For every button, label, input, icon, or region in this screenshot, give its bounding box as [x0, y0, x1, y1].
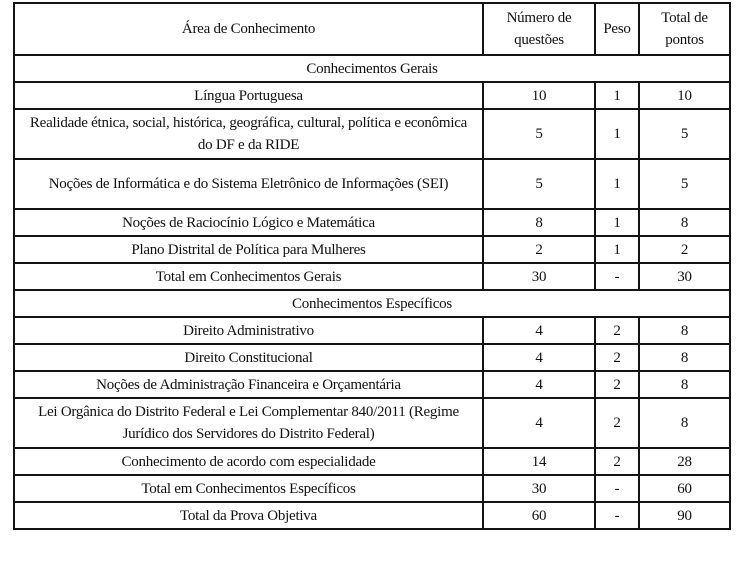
subtotal-row-especificos — [14, 475, 730, 502]
total-cell: 5 — [639, 159, 730, 209]
table-row — [14, 344, 730, 371]
questoes-cell: 2 — [483, 236, 595, 263]
area-cell: Realidade étnica, social, histórica, geográfica, cultural, política e econômica do DF e da RIDE — [14, 109, 483, 159]
peso-cell: 2 — [595, 317, 639, 344]
subtotal-area-cell: Total em Conhecimentos Específicos — [14, 475, 483, 502]
peso-cell: 1 — [595, 209, 639, 236]
subtotal-peso-cell: - — [595, 475, 639, 502]
section-title-especificos: Conhecimentos Específicos — [14, 290, 730, 317]
table-row — [14, 317, 730, 344]
subtotal-questoes-cell: 30 — [483, 263, 595, 290]
total-cell: 8 — [639, 317, 730, 344]
table-row — [14, 398, 730, 448]
table-row — [14, 371, 730, 398]
header-num-questoes: Número de questões — [483, 3, 595, 55]
area-cell: Noções de Raciocínio Lógico e Matemática — [14, 209, 483, 236]
total-cell: 2 — [639, 236, 730, 263]
table-row — [14, 209, 730, 236]
total-cell: 10 — [639, 82, 730, 109]
area-cell: Plano Distrital de Política para Mulheres — [14, 236, 483, 263]
table-row — [14, 109, 730, 159]
peso-cell: 2 — [595, 344, 639, 371]
table-row — [14, 448, 730, 475]
area-cell: Noções de Administração Financeira e Orçamentária — [14, 371, 483, 398]
subtotal-total-cell: 60 — [639, 475, 730, 502]
grand-total-row — [14, 502, 730, 529]
questoes-cell: 8 — [483, 209, 595, 236]
peso-cell: 2 — [595, 448, 639, 475]
grand-total-area-cell: Total da Prova Objetiva — [14, 502, 483, 529]
peso-cell: 2 — [595, 398, 639, 448]
peso-cell: 2 — [595, 371, 639, 398]
subtotal-area-cell: Total em Conhecimentos Gerais — [14, 263, 483, 290]
section-header-row — [14, 55, 730, 82]
subtotal-total-cell: 30 — [639, 263, 730, 290]
total-cell: 8 — [639, 209, 730, 236]
subtotal-peso-cell: - — [595, 263, 639, 290]
table-row — [14, 82, 730, 109]
subtotal-questoes-cell: 30 — [483, 475, 595, 502]
questoes-cell: 4 — [483, 398, 595, 448]
section-title-gerais: Conhecimentos Gerais — [14, 55, 730, 82]
table-container — [13, 2, 731, 530]
area-cell: Direito Administrativo — [14, 317, 483, 344]
header-total-pontos: Total de pontos — [639, 3, 730, 55]
header-area: Área de Conhecimento — [14, 3, 483, 55]
area-cell: Língua Portuguesa — [14, 82, 483, 109]
total-cell: 8 — [639, 371, 730, 398]
score-distribution-table — [13, 2, 731, 530]
questoes-cell: 5 — [483, 109, 595, 159]
peso-cell: 1 — [595, 236, 639, 263]
total-cell: 5 — [639, 109, 730, 159]
questoes-cell: 10 — [483, 82, 595, 109]
table-row — [14, 236, 730, 263]
grand-total-peso-cell: - — [595, 502, 639, 529]
header-peso: Peso — [595, 3, 639, 55]
total-cell: 28 — [639, 448, 730, 475]
questoes-cell: 5 — [483, 159, 595, 209]
area-cell: Conhecimento de acordo com especialidade — [14, 448, 483, 475]
section-header-row — [14, 290, 730, 317]
grand-total-total-cell: 90 — [639, 502, 730, 529]
table-header-row — [14, 3, 730, 55]
peso-cell: 1 — [595, 82, 639, 109]
area-cell: Direito Constitucional — [14, 344, 483, 371]
peso-cell: 1 — [595, 159, 639, 209]
total-cell: 8 — [639, 398, 730, 448]
area-cell: Noções de Informática e do Sistema Eletrônico de Informações (SEI) — [14, 159, 483, 209]
questoes-cell: 4 — [483, 317, 595, 344]
questoes-cell: 4 — [483, 344, 595, 371]
subtotal-row-gerais — [14, 263, 730, 290]
grand-total-questoes-cell: 60 — [483, 502, 595, 529]
peso-cell: 1 — [595, 109, 639, 159]
total-cell: 8 — [639, 344, 730, 371]
area-cell: Lei Orgânica do Distrito Federal e Lei Complementar 840/2011 (Regime Jurídico dos Servidores do Distrito Federal) — [14, 398, 483, 448]
questoes-cell: 4 — [483, 371, 595, 398]
table-row — [14, 159, 730, 209]
questoes-cell: 14 — [483, 448, 595, 475]
